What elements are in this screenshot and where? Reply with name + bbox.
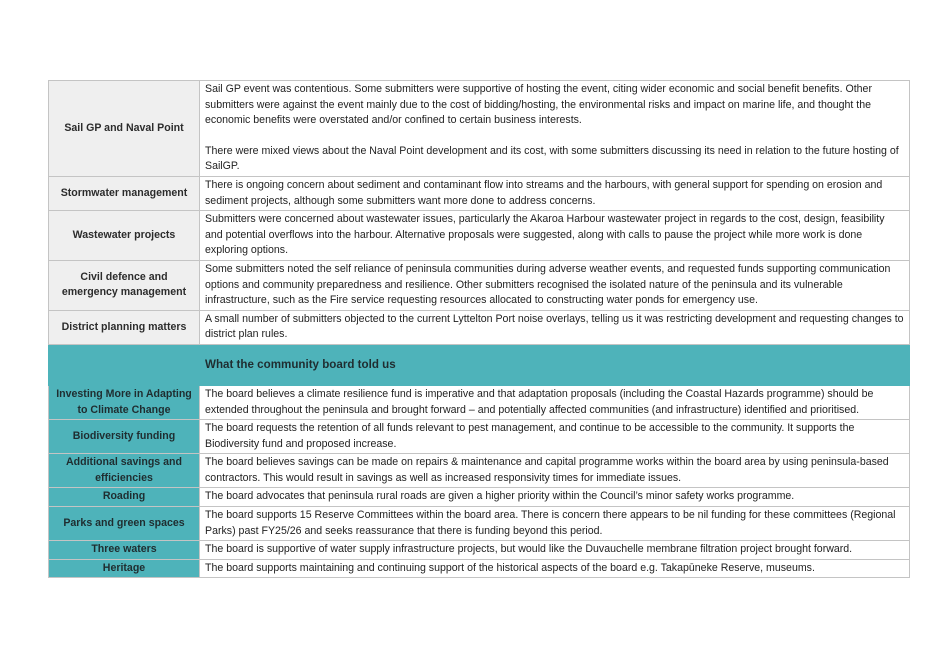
table-row: [49, 454, 910, 488]
row-label: Wastewater projects: [49, 211, 200, 261]
row-text: The board is supportive of water supply infrastructure projects, but would like the Duvauchelle membrane filtration project brought forward.: [200, 541, 910, 560]
table-row: [49, 541, 910, 560]
row-text: [200, 81, 910, 177]
table-row: [49, 488, 910, 507]
row-label: Heritage: [49, 559, 200, 578]
row-label: Investing More in Adapting to Climate Change: [49, 385, 200, 419]
row-text: The board believes savings can be made on repairs & maintenance and capital programme works within the board area by using peninsula-based contractors. This would result in savings as well as increased responsivity times for immediate issues.: [200, 454, 910, 488]
row-label: Civil defence and emergency management: [49, 260, 200, 310]
row-label: Sail GP and Naval Point: [49, 81, 200, 177]
submissions-table: [48, 80, 910, 578]
row-text: There is ongoing concern about sediment and contaminant flow into streams and the harbours, with general support for spending on erosion and sediment projects, although some submitters want more done to address concerns.: [200, 176, 910, 210]
table-row: [49, 176, 910, 210]
table-row: [49, 260, 910, 310]
table-row: [49, 559, 910, 578]
row-label: Biodiversity funding: [49, 420, 200, 454]
row-text: The board requests the retention of all funds relevant to pest management, and continue to be accessible to the community. It supports the Biodiversity fund and proposed increase.: [200, 420, 910, 454]
row-label: Three waters: [49, 541, 200, 560]
table-row: [49, 211, 910, 261]
row-label: Parks and green spaces: [49, 507, 200, 541]
table-row: [49, 310, 910, 344]
row-text: The board supports maintaining and continuing support of the historical aspects of the board e.g. Takapūneke Reserve, museums.: [200, 559, 910, 578]
row-label: Roading: [49, 488, 200, 507]
section-header-title: What the community board told us: [200, 344, 910, 385]
row-label: Stormwater management: [49, 176, 200, 210]
table-row: [49, 507, 910, 541]
row-text: The board believes a climate resilience fund is imperative and that adaptation proposals (including the Coastal Hazards programme) should be extended throughout the peninsula and brought forward – and potentially affected communities (and infrastructure) identified and prioritised.: [200, 385, 910, 419]
row-paragraph: Sail GP event was contentious. Some submitters were supportive of hosting the event, citing wider economic and social benefit benefits. Other submitters were against the event mainly due to the cost of bidding/hosting, the environmental risks and impact on marine life, and thought the economic benefits were overstated and/or confined to certain business interests.: [205, 83, 872, 127]
section-header-spacer: [49, 344, 200, 385]
table-row: [49, 81, 910, 177]
row-text: Submitters were concerned about wastewater issues, particularly the Akaroa Harbour wastewater project in regards to the cost, design, feasibility and potential overflows into the harbour. Alternative proposals were suggested, along with calls to pause the project while more work is done exploring options.: [200, 211, 910, 261]
row-label: District planning matters: [49, 310, 200, 344]
row-label: Additional savings and efficiencies: [49, 454, 200, 488]
row-text: A small number of submitters objected to the current Lyttelton Port noise overlays, telling us it was restricting development and requesting changes to district plan rules.: [200, 310, 910, 344]
row-text: The board supports 15 Reserve Committees within the board area. There is concern there appears to be nil funding for these committees (Regional Parks) past FY25/26 and seeks reassurance that there is funding beyond this period.: [200, 507, 910, 541]
section-header-row: [49, 344, 910, 385]
table-row: [49, 420, 910, 454]
row-text: The board advocates that peninsula rural roads are given a higher priority within the Council’s minor safety works programme.: [200, 488, 910, 507]
table-row: [49, 385, 910, 419]
row-text: Some submitters noted the self reliance of peninsula communities during adverse weather events, and requested funds supporting communication options and community preparedness and resilience. Other submitters recognised the isolated nature of the peninsula and its vulnerable infrastructure, such as the Fire service requesting resources allocated to constructing water ponds for emergency use.: [200, 260, 910, 310]
row-paragraph: There were mixed views about the Naval Point development and its cost, with some submitters discussing its need in relation to the future hosting of SailGP.: [205, 144, 899, 173]
